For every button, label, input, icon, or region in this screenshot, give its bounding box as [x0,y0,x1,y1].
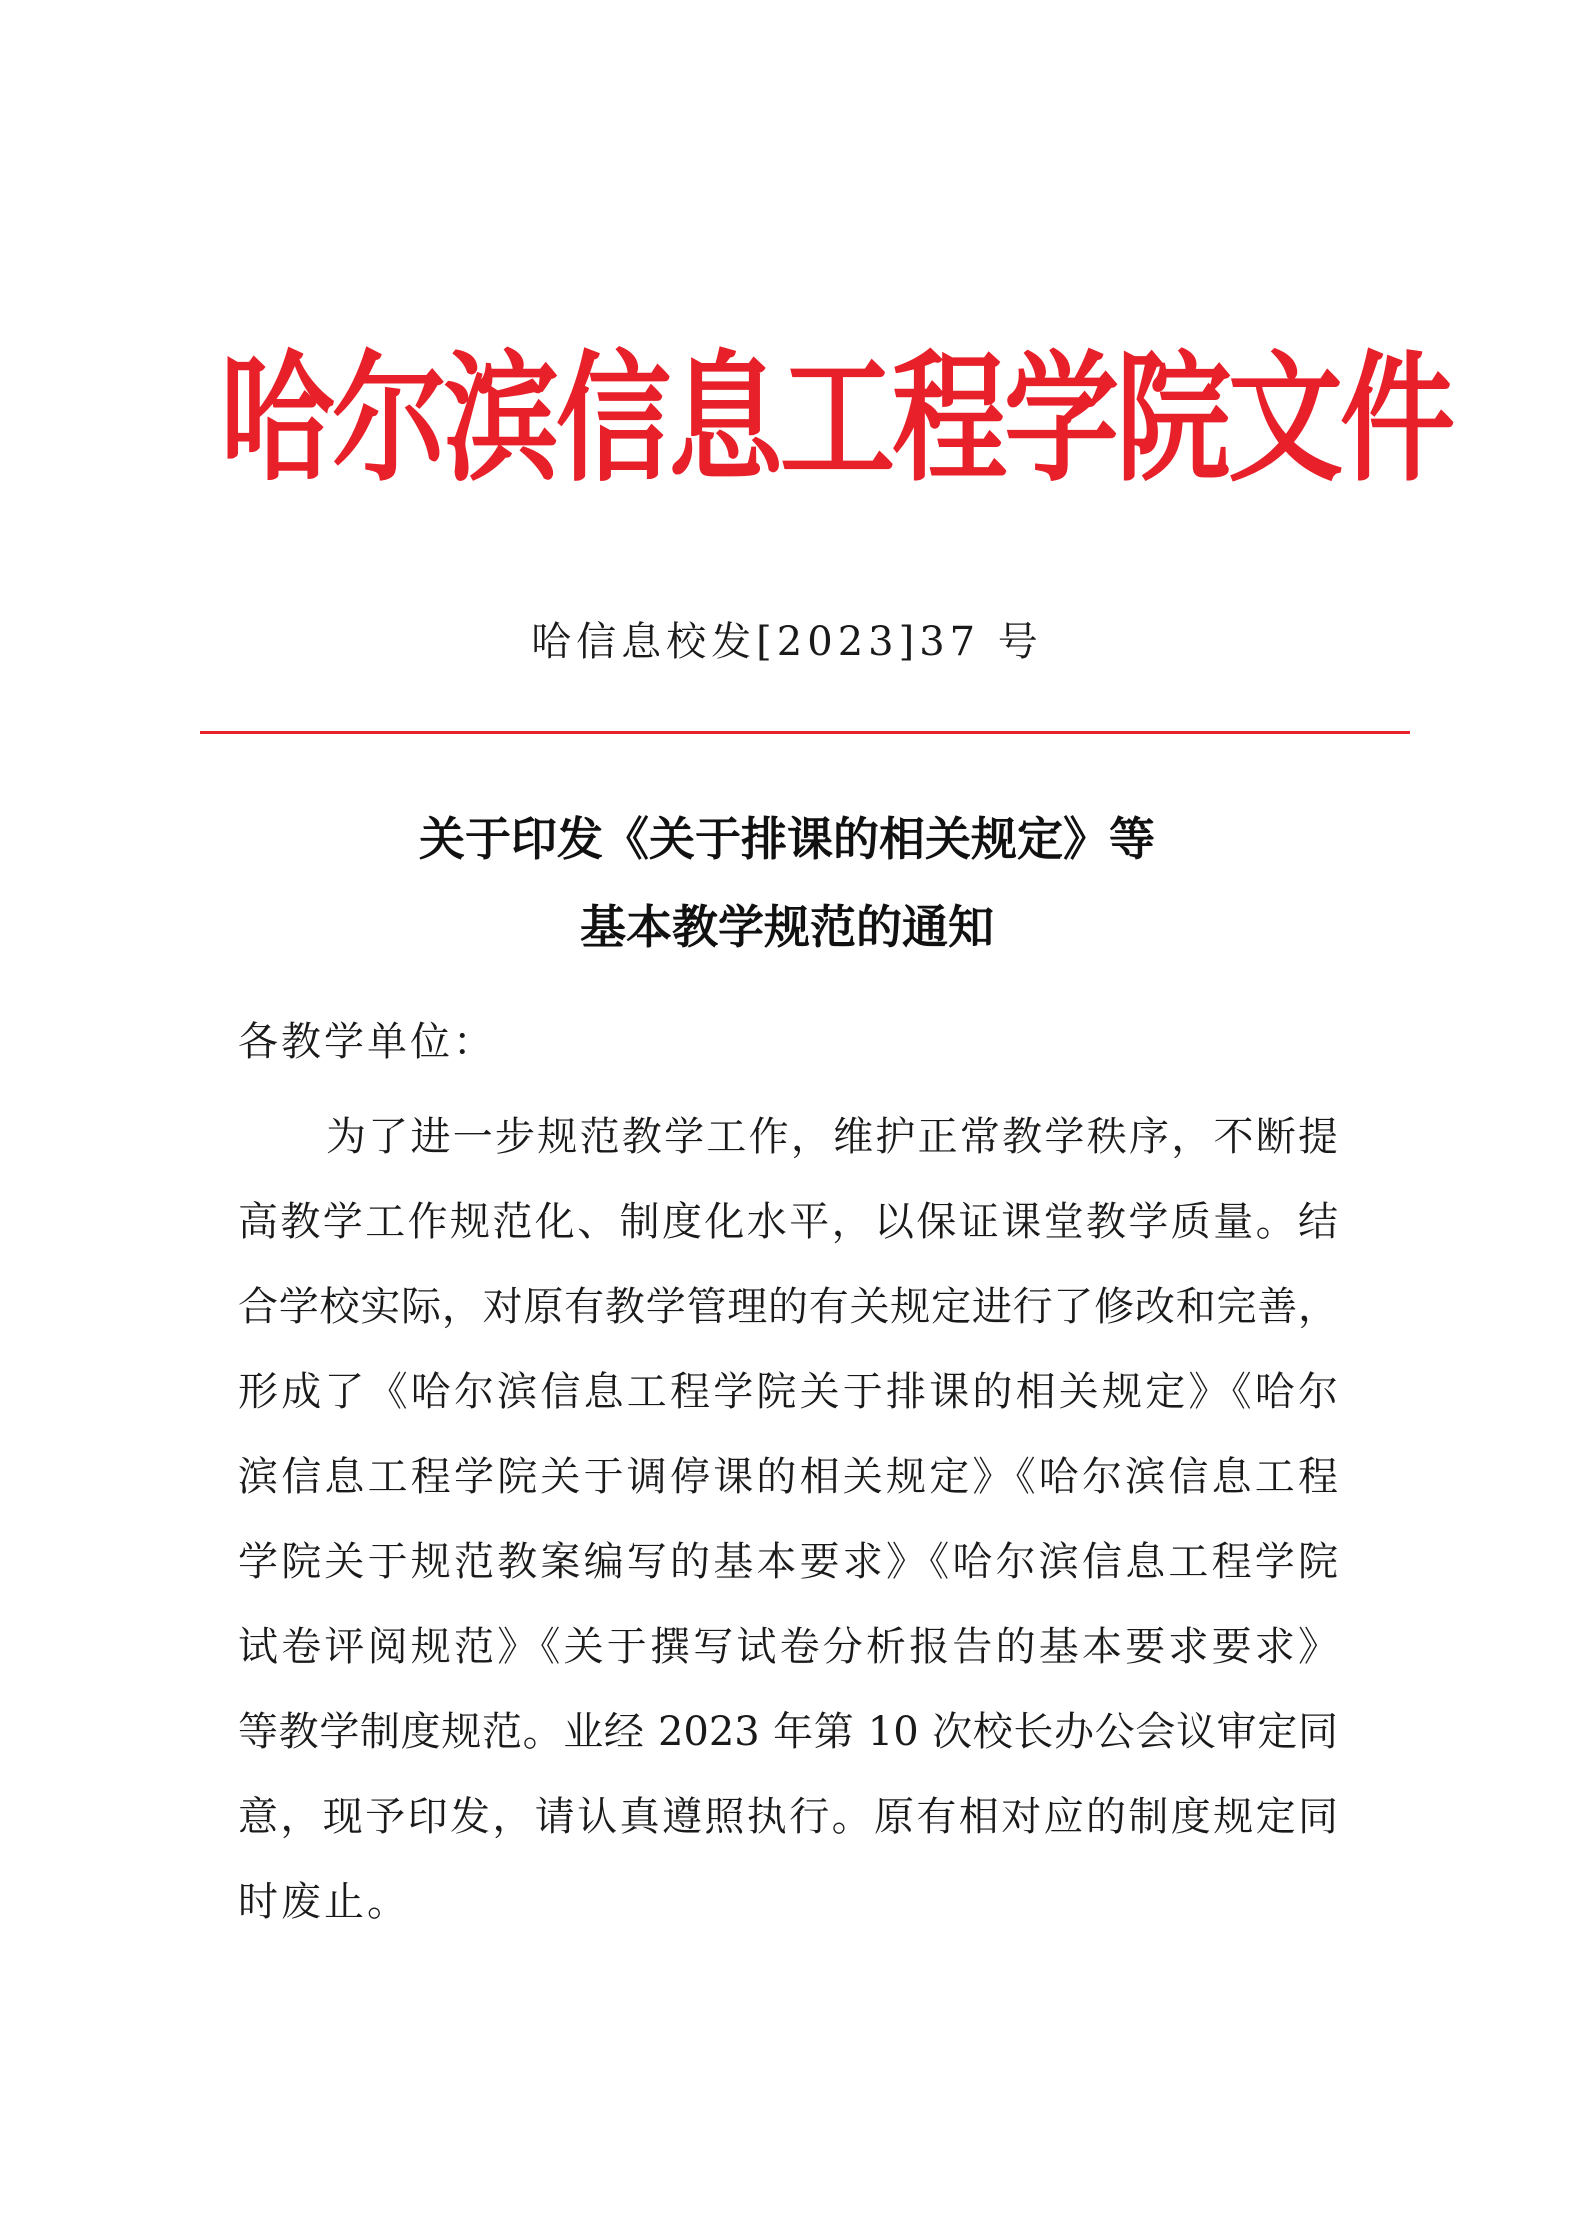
notice-title-line-2: 基本教学规范的通知 [580,900,994,954]
body-line: 学院关于规范教案编写的基本要求》《哈尔滨信息工程学院 [238,1539,1338,1585]
salutation: 各教学单位： [238,1019,496,1065]
notice-title-line-1: 关于印发《关于排课的相关规定》等 [419,812,1155,866]
body-line: 滨信息工程学院关于调停课的相关规定》《哈尔滨信息工程 [238,1454,1338,1500]
body-line: 等教学制度规范。业经 2023 年第 10 次校长办公会议审定同 [238,1709,1338,1755]
red-divider-rule [200,731,1410,734]
body-line: 形成了《哈尔滨信息工程学院关于排课的相关规定》《哈尔 [238,1369,1338,1415]
body-line: 高教学工作规范化、制度化水平，以保证课堂教学质量。结 [238,1199,1338,1245]
body-line: 意，现予印发，请认真遵照执行。原有相对应的制度规定同 [238,1794,1338,1840]
notice-title [0,795,1574,971]
body-line: 试卷评阅规范》《关于撰写试卷分析报告的基本要求要求》 [238,1624,1338,1670]
letterhead-title: 哈尔滨信息工程学院文件 [220,337,1453,502]
document-number: 哈信息校发[2023]37 号 [531,619,1043,665]
body-line: 时废止。 [238,1879,410,1925]
body-line: 合学校实际，对原有教学管理的有关规定进行了修改和完善， [238,1284,1338,1330]
body-line: 为了进一步规范教学工作，维护正常教学秩序，不断提 [326,1114,1338,1160]
body-paragraph [238,1095,1338,1945]
